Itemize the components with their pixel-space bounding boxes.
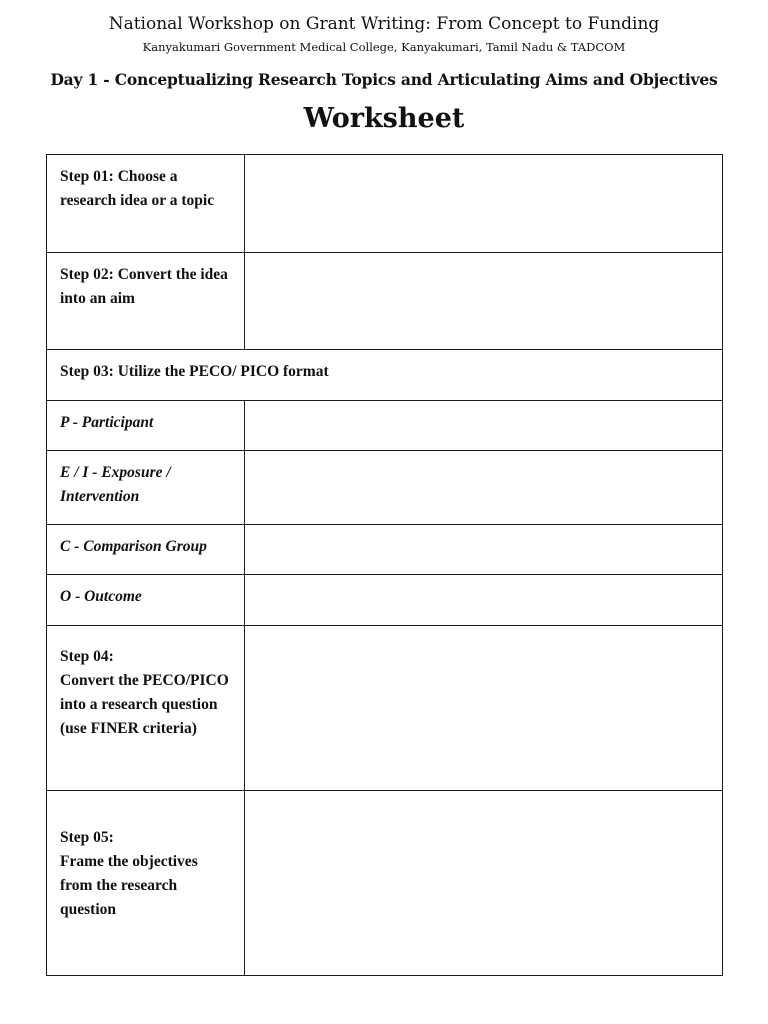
step04-text: Convert the PECO/PICO into a research question (use FINER criteria) (60, 672, 229, 737)
day-heading: Day 1 - Conceptualizing Research Topics and Articulating Aims and Objectives (50, 70, 718, 89)
step02-answer-cell[interactable] (245, 253, 723, 350)
table-row-step02 (47, 253, 723, 350)
table-row-participant (47, 401, 723, 451)
comparison-answer-cell[interactable] (245, 525, 723, 575)
step01-label: Step 01: Choose a research idea or a topic (60, 168, 215, 209)
workshop-title: National Workshop on Grant Writing: From Concept to Funding (108, 14, 660, 34)
step03-cell (47, 350, 723, 401)
step01-label-cell (47, 155, 245, 253)
comparison-label-cell (47, 525, 245, 575)
outcome-answer-cell[interactable] (245, 575, 723, 626)
step04-label (47, 626, 244, 741)
participant-label-cell (47, 401, 245, 451)
step05-title: Step 05: (60, 829, 114, 846)
outcome-label: O - Outcome (60, 588, 142, 605)
exposure-answer-cell[interactable] (245, 451, 723, 525)
worksheet-title: Worksheet (303, 103, 465, 134)
exposure-label-cell (47, 451, 245, 525)
step05-label (47, 826, 244, 940)
step01-answer-cell[interactable] (245, 155, 723, 253)
participant-label: P - Participant (60, 414, 154, 431)
exposure-label: E / I - Exposure / Intervention (60, 464, 171, 505)
step05-label-cell (47, 791, 245, 976)
workshop-venue: Kanyakumari Government Medical College, Kanyakumari, Tamil Nadu & TADCOM (142, 40, 626, 54)
step02-label-cell (47, 253, 245, 350)
step02-label: Step 02: Convert the idea into an aim (60, 266, 228, 307)
table-row-step05 (47, 791, 723, 976)
step04-label-cell (47, 626, 245, 791)
step04-answer-cell[interactable] (245, 626, 723, 791)
table-row-exposure (47, 451, 723, 525)
step04-title: Step 04: (60, 648, 114, 665)
table-row-step03 (47, 350, 723, 401)
table-row-step04 (47, 626, 723, 791)
table-row-outcome (47, 575, 723, 626)
comparison-label: C - Comparison Group (60, 538, 207, 555)
worksheet-table (46, 154, 723, 976)
outcome-label-cell (47, 575, 245, 626)
table-row-step01 (47, 155, 723, 253)
step03-label: Step 03: Utilize the PECO/ PICO format (60, 363, 329, 380)
step05-text: Frame the objectives from the research question (60, 853, 198, 918)
step05-answer-cell[interactable] (245, 791, 723, 976)
table-row-comparison (47, 525, 723, 575)
participant-answer-cell[interactable] (245, 401, 723, 451)
